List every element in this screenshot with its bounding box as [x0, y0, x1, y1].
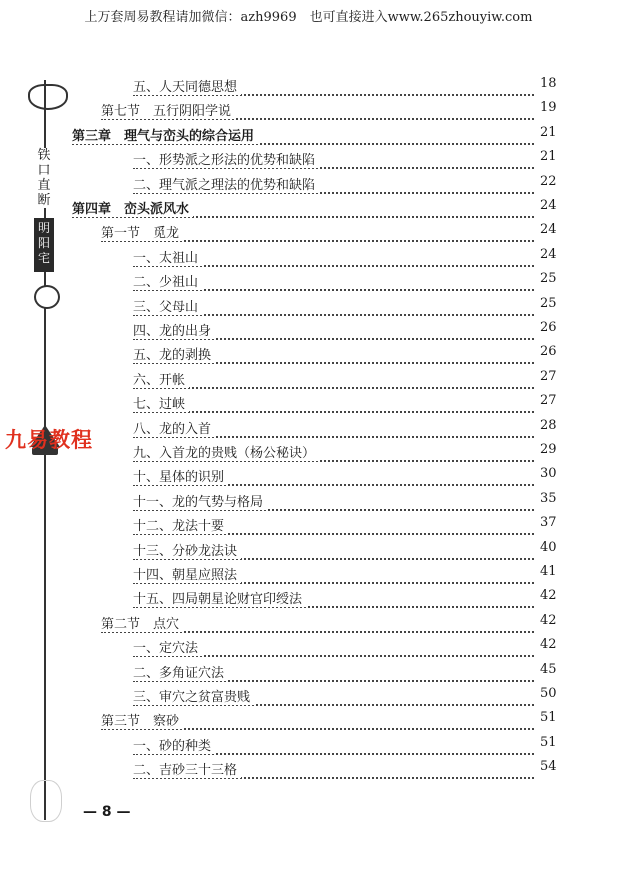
toc-entry-page: 42 [540, 637, 557, 653]
toc-row [0, 564, 617, 588]
toc-entry-page: 28 [540, 417, 557, 433]
toc-row [0, 222, 617, 246]
toc-entry-label: 三、审穴之贫富贵贱 [133, 686, 254, 705]
toc-entry-page: 26 [540, 320, 557, 335]
toc-entry-label: 第四章 峦头派风水 [72, 198, 193, 217]
toc-entry-page: 24 [540, 198, 557, 213]
toc-entry-page: 42 [540, 588, 557, 604]
toc-row [0, 710, 617, 734]
toc-row [0, 76, 617, 100]
toc-entry-label: 二、少祖山 [133, 271, 202, 290]
toc-entry-label: 五、龙的剥换 [133, 344, 215, 363]
toc-entry-page: 42 [540, 612, 557, 628]
toc-row [0, 686, 617, 710]
toc-entry-label: 二、理气派之理法的优势和缺陷 [133, 174, 319, 193]
toc-entry-page: 37 [540, 515, 557, 531]
toc-entry-label: 一、太祖山 [133, 247, 202, 266]
toc-entry-label: 六、开帐 [133, 369, 189, 388]
toc-entry-page: 24 [540, 222, 557, 238]
toc-entry-label: 八、龙的入首 [133, 418, 215, 437]
toc-row [0, 466, 617, 490]
toc-row [0, 100, 617, 124]
toc-entry-page: 19 [540, 100, 557, 116]
toc-leader-dots [133, 369, 534, 389]
toc-entry-label: 一、形势派之形法的优势和缺陷 [133, 149, 319, 168]
toc-entry-page: 18 [540, 76, 557, 91]
toc-entry-page: 50 [540, 686, 557, 701]
toc-entry-page: 45 [540, 661, 557, 677]
rail-vertical-text: 铁口直断 [35, 148, 53, 208]
toc-entry-page: 22 [540, 173, 557, 189]
toc-entry-label: 二、多角证穴法 [133, 662, 228, 681]
toc-entry-label: 十五、四局朝星论财官印绶法 [133, 588, 306, 607]
toc-entry-label: 十、星体的识别 [133, 466, 228, 485]
toc-entry-label: 二、吉砂三十三格 [133, 759, 241, 778]
toc-row [0, 662, 617, 686]
toc-row [0, 271, 617, 295]
toc-entry-label: 第七节 五行阴阳学说 [101, 100, 235, 119]
toc-row [0, 735, 617, 759]
toc-entry-page: 29 [540, 442, 557, 457]
toc-entry-page: 41 [540, 564, 557, 579]
toc-row [0, 418, 617, 442]
toc-entry-label: 九、入首龙的贵贱（杨公秘诀） [133, 442, 319, 461]
toc-entry-label: 十二、龙法十要 [133, 515, 228, 534]
watermark: 九易教程 [5, 428, 93, 452]
toc-row [0, 540, 617, 564]
toc-entry-page: 26 [540, 344, 557, 360]
toc-row [0, 613, 617, 637]
toc-row [0, 369, 617, 393]
rail-box-text: 明阳宅 [34, 218, 54, 272]
toc-entry-page: 40 [540, 539, 557, 555]
toc-entry-page: 35 [540, 490, 557, 506]
toc-entry-label: 第三节 察砂 [101, 710, 183, 729]
toc-entry-page: 25 [540, 271, 557, 287]
page-header: 上万套周易教程请加微信：azh9969 也可直接进入www.265zhouyiw.com [84, 10, 533, 25]
toc-row [0, 759, 617, 783]
toc-entry-label: 十三、分砂龙法诀 [133, 540, 241, 559]
toc-entry-page: 54 [540, 759, 557, 775]
toc-row [0, 393, 617, 417]
toc-entry-label: 四、龙的出身 [133, 320, 215, 339]
toc-row [0, 296, 617, 320]
toc-entry-page: 24 [540, 246, 557, 262]
toc-entry-page: 27 [540, 393, 557, 409]
toc-entry-page: 21 [540, 149, 557, 165]
toc-entry-page: 30 [540, 466, 557, 482]
toc-row [0, 198, 617, 222]
toc-row [0, 637, 617, 661]
toc-entry-label: 七、过峡 [133, 393, 189, 412]
toc-row [0, 247, 617, 271]
toc-entry-page: 51 [540, 734, 557, 750]
toc-entry-page: 51 [540, 710, 557, 726]
toc-entry-page: 27 [540, 368, 557, 384]
toc-row [0, 125, 617, 149]
toc-row [0, 320, 617, 344]
faint-ornament-icon [30, 780, 62, 822]
toc-row [0, 344, 617, 368]
toc-entry-label: 三、父母山 [133, 296, 202, 315]
toc-leader-dots [133, 393, 534, 413]
toc-row [0, 588, 617, 612]
toc-entry-label: 第一节 觅龙 [101, 222, 183, 241]
toc-row [0, 515, 617, 539]
toc-row [0, 491, 617, 515]
toc-entry-label: 第三章 理气与峦头的综合运用 [72, 125, 258, 144]
toc-row [0, 442, 617, 466]
toc-entry-label: 一、定穴法 [133, 637, 202, 656]
toc-entry-label: 十四、朝星应照法 [133, 564, 241, 583]
page-number: — 8 — [83, 804, 131, 820]
toc-entry-label: 十一、龙的气势与格局 [133, 491, 267, 510]
toc-entry-label: 第二节 点穴 [101, 613, 183, 632]
toc-entry-label: 一、砂的种类 [133, 735, 215, 754]
toc-entry-label: 五、人天同德思想 [133, 76, 241, 95]
toc-entry-page: 21 [540, 124, 557, 140]
toc-row [0, 174, 617, 198]
toc-entry-page: 25 [540, 295, 557, 311]
toc-row [0, 149, 617, 173]
